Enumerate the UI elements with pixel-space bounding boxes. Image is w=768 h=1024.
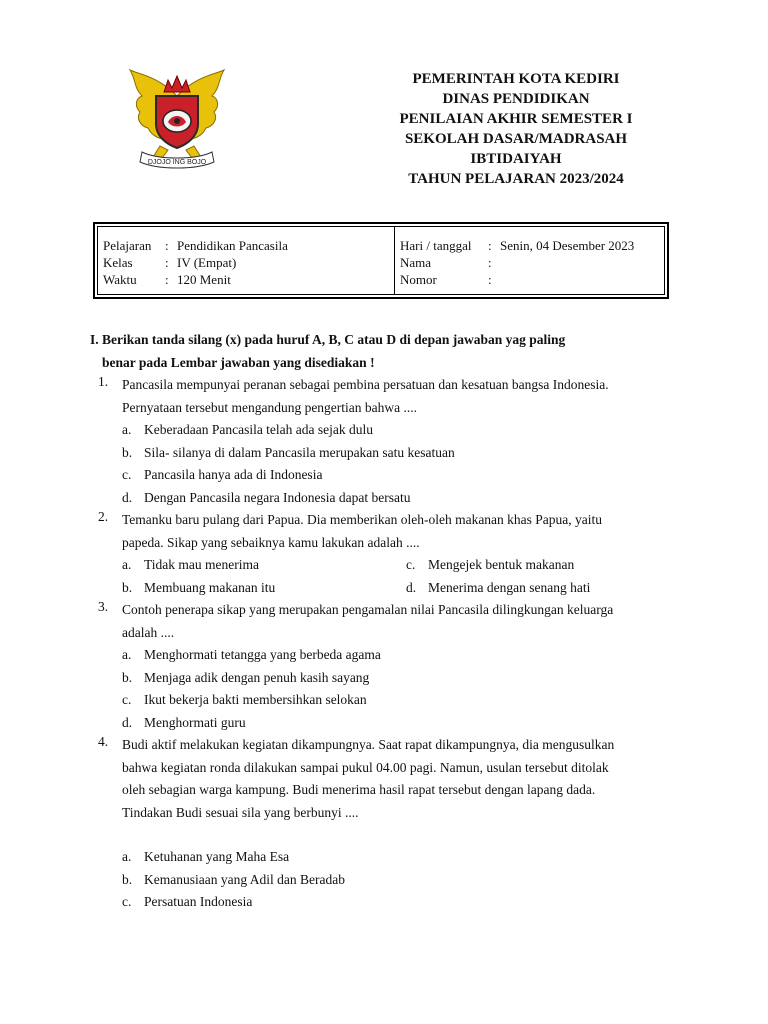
option-letter: c. <box>406 557 416 572</box>
option-c <box>122 891 698 914</box>
option-letter: b. <box>122 669 133 685</box>
option-text: Pancasila hanya ada di Indonesia <box>144 467 323 482</box>
option-a <box>122 419 698 442</box>
option-text: Persatuan Indonesia <box>144 894 253 909</box>
option-letter: a. <box>122 422 132 437</box>
option-b <box>122 442 698 465</box>
time-value: 120 Menit <box>177 272 231 287</box>
separator: : <box>165 272 169 287</box>
option-letter: c. <box>122 692 132 707</box>
info-row-class <box>103 254 394 271</box>
info-row-name <box>400 254 664 271</box>
question-text-line: adalah .... <box>122 624 175 640</box>
option-text: Menjaga adik dengan penuh kasih sayang <box>144 669 370 685</box>
option-text: Menghormati tetangga yang berbeda agama <box>144 647 381 662</box>
header-line-4: SEKOLAH DASAR/MADRASAH <box>404 131 628 147</box>
option-letter: d. <box>122 489 133 505</box>
class-value: IV (Empat) <box>177 255 237 270</box>
question-text-line: oleh sebagian warga kampung. Budi menerima hasil rapat tersebut dengan lapang dada. <box>122 782 596 797</box>
header-line-6: TAHUN PELAJARAN 2023/2024 <box>408 171 624 187</box>
class-label: Kelas <box>103 255 133 270</box>
option-d <box>122 487 698 510</box>
option-letter: b. <box>122 871 133 887</box>
option-letter: a. <box>122 557 132 572</box>
separator: : <box>165 255 169 270</box>
option-text: Mengejek bentuk makanan <box>428 557 575 572</box>
subject-info <box>98 227 395 294</box>
question-text-line: Tindakan Budi sesuai sila yang berbunyi .... <box>122 804 359 820</box>
question-number: 3. <box>98 599 109 614</box>
question-text-line: Pancasila mempunyai peranan sebagai pembina persatuan dan kesatuan bangsa Indonesia. <box>122 377 609 392</box>
question-text-line: Contoh penerapa sikap yang merupakan pengamalan nilai Pancasila dilingkungan keluarga <box>122 602 614 617</box>
separator: : <box>488 272 492 287</box>
option-text: Sila- silanya di dalam Pancasila merupakan satu kesatuan <box>144 444 455 460</box>
option-letter: a. <box>122 849 132 864</box>
option-letter: d. <box>406 579 417 595</box>
option-text: Ikut bekerja bakti membersihkan selokan <box>144 692 367 707</box>
instruction-line-2: benar pada Lembar jawaban yang disediakan ! <box>102 355 375 370</box>
separator: : <box>488 255 492 270</box>
subject-value: Pendidikan Pancasila <box>177 238 288 253</box>
section-instruction <box>90 328 730 374</box>
header-line-5: IBTIDAIYAH <box>470 151 562 167</box>
option-text: Keberadaan Pancasila telah ada sejak dulu <box>144 422 374 437</box>
option-a <box>122 554 406 577</box>
option-b <box>122 577 406 600</box>
question-1 <box>98 374 698 509</box>
option-text: Kemanusiaan yang Adil dan Beradab <box>144 871 345 887</box>
question-text-line: Temanku baru pulang dari Papua. Dia memberikan oleh-oleh makanan khas Papua, yaitu <box>122 512 603 527</box>
student-info <box>395 227 664 294</box>
date-label: Hari / tanggal <box>400 238 472 253</box>
option-a <box>122 644 698 667</box>
option-letter: c. <box>122 467 132 482</box>
option-b <box>122 869 698 892</box>
option-letter: d. <box>122 714 133 730</box>
exam-info-box <box>93 222 669 299</box>
info-row-time <box>103 271 394 288</box>
subject-label: Pelajaran <box>103 238 152 253</box>
option-letter: a. <box>122 647 132 662</box>
option-text: Ketuhanan yang Maha Esa <box>144 849 290 864</box>
question-text-line: Pernyataan tersebut mengandung pengertian bahwa .... <box>122 399 418 415</box>
option-a <box>122 846 698 869</box>
option-text: Membuang makanan itu <box>144 579 276 595</box>
date-value: Senin, 04 Desember 2023 <box>500 238 635 253</box>
question-text-line: bahwa kegiatan ronda dilakukan sampai pukul 04.00 pagi. Namun, usulan tersebut ditolak <box>122 759 609 775</box>
option-letter: c. <box>122 894 132 909</box>
question-list <box>98 374 698 914</box>
instruction-line-1: I. Berikan tanda silang (x) pada huruf A, B, C atau D di depan jawaban yag paling <box>90 332 566 347</box>
separator: : <box>488 238 492 253</box>
option-text: Menerima dengan senang hati <box>428 579 591 595</box>
header-line-1: PEMERINTAH KOTA KEDIRI <box>412 71 620 87</box>
info-row-date <box>400 237 664 254</box>
question-number: 2. <box>98 509 109 524</box>
number-label: Nomor <box>400 272 437 287</box>
logo-motto-text: DJOJO ING BOJO <box>147 159 207 166</box>
option-c <box>122 464 698 487</box>
option-text: Tidak mau menerima <box>144 557 259 572</box>
option-c <box>406 554 686 577</box>
question-number: 1. <box>98 374 109 389</box>
question-text-line: papeda. Sikap yang sebaiknya kamu lakukan adalah .... <box>122 534 420 550</box>
option-letter: b. <box>122 444 133 460</box>
option-d <box>122 712 698 735</box>
info-row-number <box>400 271 664 288</box>
option-d <box>406 577 686 600</box>
header-line-2: DINAS PENDIDIKAN <box>442 91 590 107</box>
question-4 <box>98 734 698 914</box>
city-emblem-logo <box>128 66 226 178</box>
option-b <box>122 667 698 690</box>
question-2 <box>98 509 698 599</box>
option-c <box>122 689 698 712</box>
question-number: 4. <box>98 734 109 749</box>
info-row-subject <box>103 237 394 254</box>
name-label: Nama <box>400 255 432 270</box>
question-text-line: Budi aktif melakukan kegiatan dikampungnya. Saat rapat dikampungnya, dia mengusulkan <box>122 737 615 752</box>
option-text: Menghormati guru <box>144 714 246 730</box>
option-letter: b. <box>122 579 133 595</box>
document-header <box>360 69 672 189</box>
option-text: Dengan Pancasila negara Indonesia dapat bersatu <box>144 489 411 505</box>
header-line-3: PENILAIAN AKHIR SEMESTER I <box>399 111 633 127</box>
question-3 <box>98 599 698 734</box>
separator: : <box>165 238 169 253</box>
time-label: Waktu <box>103 272 137 287</box>
